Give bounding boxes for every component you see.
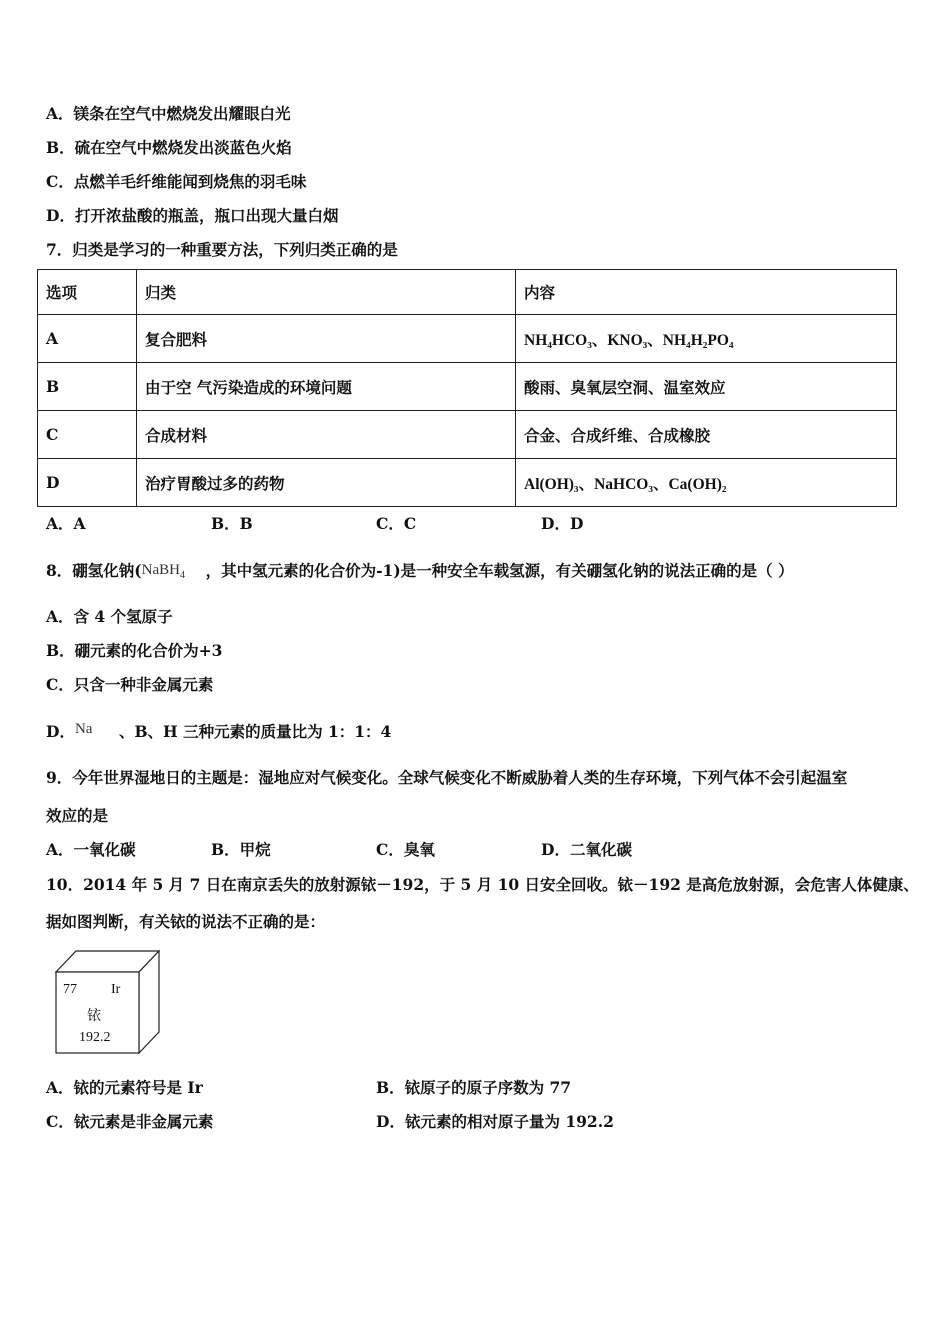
row-category: 由于空 气污染造成的环境问题 (137, 363, 516, 411)
q10-option-d: D．铱元素的相对原子量为 192.2 (376, 1112, 614, 1131)
q7-answer-a: A．A (46, 514, 86, 533)
q9-option-d: D．二氧化碳 (541, 840, 632, 859)
row-content: Al(OH)₃、NaHCO₃、Ca(OH)₂ (516, 459, 897, 507)
q10-stem-line1: 10．2014 年 5 月 7 日在南京丢失的放射源铱－192，于 5 月 10 日安全回收。铱－192 是高危放射源，会危害人体健康、 (46, 875, 919, 894)
q6-option-c: C．点燃羊毛纤维能闻到烧焦的羽毛味 (46, 172, 307, 191)
row-option: A (38, 315, 137, 363)
element-symbol: Ir (111, 982, 121, 997)
q9-stem-line2: 效应的是 (46, 806, 109, 825)
row-category: 治疗胃酸过多的药物 (137, 459, 516, 507)
row-category: 复合肥料 (137, 315, 516, 363)
table-row (38, 363, 897, 411)
q8-option-d (46, 720, 391, 742)
header-content: 内容 (516, 270, 897, 315)
row-option: D (38, 459, 137, 507)
q10-option-b: B．铱原子的原子序数为 77 (376, 1078, 572, 1097)
q6-option-b: B．硫在空气中燃烧发出淡蓝色火焰 (46, 138, 292, 157)
q8-option-d-prefix: D． (46, 722, 75, 741)
q9-option-c: C．臭氧 (376, 840, 435, 859)
q9-stem-line1: 9．今年世界湿地日的主题是：湿地应对气候变化。全球气候变化不断威胁着人类的生存环境，下列气体不会引起温室 (46, 768, 848, 787)
element-mass: 192.2 (79, 1030, 111, 1045)
q7-stem: 7．归类是学习的一种重要方法，下列归类正确的是 (46, 240, 398, 259)
q8-stem-prefix: 8．硼氢化钠( (46, 561, 142, 580)
element-name: 铱 (87, 1008, 101, 1024)
q10-stem-line2: 据如图判断，有关铱的说法不正确的是： (46, 912, 326, 931)
row-option: C (38, 411, 137, 459)
q8-stem-suffix: ，其中氢元素的化合价为-1)是一种安全车载氢源，有关硼氢化钠的说法正确的是（ ） (205, 561, 794, 580)
q8-option-a: A．含 4 个氢原子 (46, 607, 173, 626)
q7-answer-d: D．D (541, 514, 584, 533)
q8-option-c: C．只含一种非金属元素 (46, 675, 214, 694)
q8-stem (46, 559, 794, 581)
table-row (38, 315, 897, 363)
header-option: 选项 (38, 270, 137, 315)
q9-option-b: B．甲烷 (211, 840, 271, 859)
q9-option-a: A．一氧化碳 (46, 840, 136, 859)
q7-answer-b: B．B (211, 514, 253, 533)
q7-answer-c: C．C (376, 514, 417, 533)
q6-option-a: A．镁条在空气中燃烧发出耀眼白光 (46, 104, 291, 123)
q8-formula-text: NaBH (141, 562, 180, 578)
element-cube-figure (55, 950, 165, 1058)
header-category: 归类 (137, 270, 516, 315)
q10-option-a: A．铱的元素符号是 Ir (46, 1078, 203, 1097)
q10-option-c: C．铱元素是非金属元素 (46, 1112, 214, 1131)
table-header-row (38, 270, 897, 315)
row-content: 合金、合成纤维、合成橡胶 (516, 411, 897, 459)
q8-formula (142, 562, 185, 581)
row-option: B (38, 363, 137, 411)
row-category: 合成材料 (137, 411, 516, 459)
q8-optd-formula: Na (74, 721, 93, 737)
q8-option-d-suffix: 、B、H 三种元素的质量比为 1：1：4 (118, 722, 392, 741)
table-row (38, 411, 897, 459)
table-row (38, 459, 897, 507)
element-number: 77 (63, 982, 77, 997)
q6-option-d: D．打开浓盐酸的瓶盖，瓶口出现大量白烟 (46, 206, 339, 225)
q7-table (37, 269, 897, 507)
row-content: 酸雨、臭氧层空洞、温室效应 (516, 363, 897, 411)
q8-option-b: B．硼元素的化合价为+3 (46, 641, 223, 660)
q8-formula-sub: 4 (179, 570, 185, 581)
row-content: NH₄HCO₃、KNO₃、NH₄H₂PO₄ (516, 315, 897, 363)
